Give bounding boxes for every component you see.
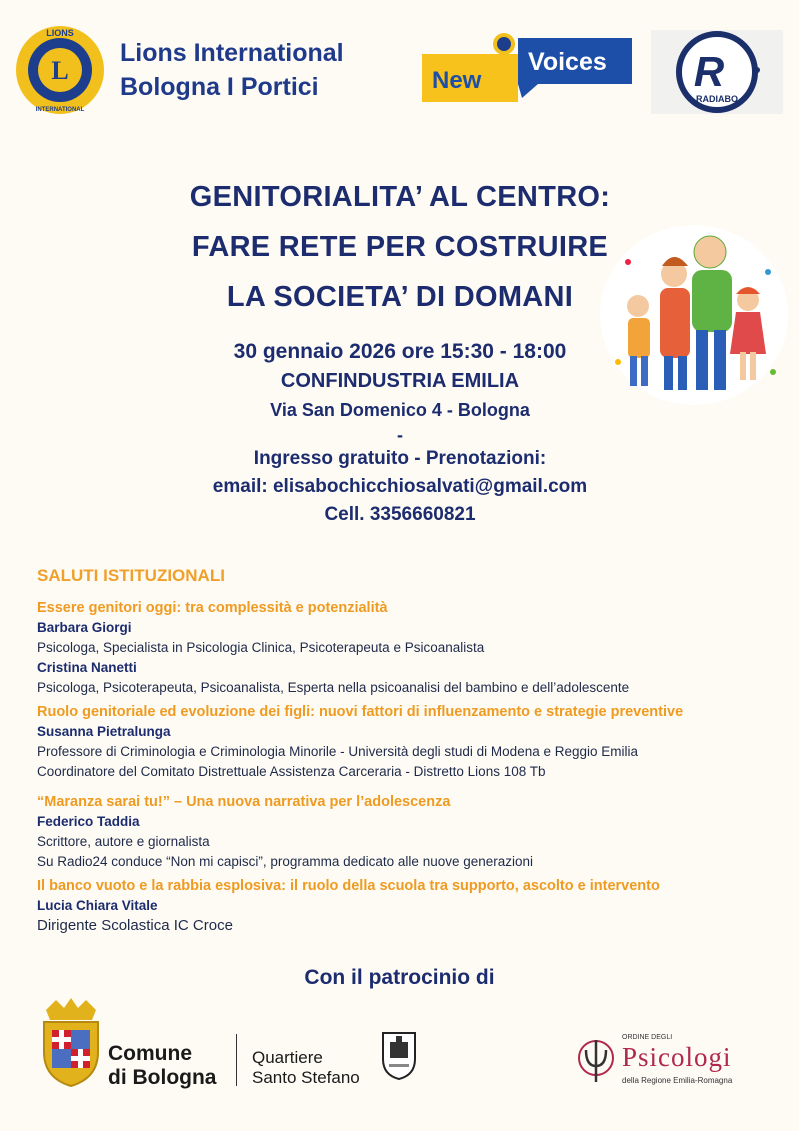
comune-bologna-crest <box>38 996 104 1090</box>
speaker-name: Federico Taddia <box>37 814 140 829</box>
quartiere-line1: Quartiere <box>252 1048 323 1067</box>
org-line2: Bologna I Portici <box>120 73 319 101</box>
talk-4 <box>37 876 787 936</box>
new-voices-new: New <box>432 67 482 94</box>
section-title: SALUTI ISTITUZIONALI <box>37 566 225 585</box>
comune-line1: Comune <box>108 1042 192 1065</box>
lions-logo-top: LIONS <box>46 28 74 38</box>
event-separator: - <box>397 425 403 445</box>
event-address: Via San Domenico 4 - Bologna <box>270 400 530 420</box>
speaker-desc: Professore di Criminologia e Criminologia Minorile - Università degli studi di Modena e Reggio Emilia <box>37 744 639 759</box>
quartiere-santo-stefano <box>252 1048 360 1088</box>
program <box>37 566 787 940</box>
event-email[interactable]: email: elisabochicchiosalvati@gmail.com <box>212 476 588 497</box>
event-details <box>150 336 650 529</box>
ordine-psicologi-logo <box>576 1032 766 1088</box>
title-line3: LA SOCIETA’ DI DOMANI <box>226 281 574 313</box>
talk-title: Il banco vuoto e la rabbia esplosiva: il ruolo della scuola tra supporto, ascolto e intervento <box>37 878 660 894</box>
psico-small: ORDINE DEGLI <box>622 1034 673 1041</box>
event-venue: CONFINDUSTRIA EMILIA <box>280 370 520 392</box>
talk-title: Essere genitori oggi: tra complessità e potenzialità <box>37 600 388 616</box>
comune-line2: di Bologna <box>108 1066 217 1089</box>
speaker-desc: Psicologa, Specialista in Psicologia Clinica, Psicoterapeuta e Psicoanalista <box>37 640 485 655</box>
lions-international-logo <box>14 24 106 116</box>
radiabo-mark <box>651 30 783 114</box>
talk-2 <box>37 702 787 782</box>
speaker-name: Susanna Pietralunga <box>37 724 171 739</box>
event-phone[interactable]: Cell. 3356660821 <box>324 504 476 525</box>
lions-logo-letter: L <box>51 56 69 85</box>
speaker-desc: Dirigente Scolastica IC Croce <box>37 917 233 934</box>
event-title <box>120 172 680 322</box>
radiabo-logo <box>651 30 783 114</box>
santo-stefano-emblem <box>380 1030 418 1082</box>
patronage-label: Con il patrocinio di <box>304 966 495 989</box>
org-line1: Lions International <box>120 39 344 67</box>
psico-big: Psicologi <box>622 1042 732 1072</box>
radiabo-name: RADIABO <box>696 94 738 104</box>
event-booking: Ingresso gratuito - Prenotazioni: <box>253 448 547 469</box>
radiabo-letter: R <box>693 48 725 95</box>
comune-bologna-name <box>108 1042 217 1090</box>
title-line1: GENITORIALITA’ AL CENTRO: <box>189 181 611 213</box>
new-voices-voices: Voices <box>528 48 607 76</box>
speaker-name: Cristina Nanetti <box>37 660 137 675</box>
speaker-desc: Psicologa, Psicoterapeuta, Psicoanalista, Esperta nella psicoanalisi del bambino e dell’adolescente <box>37 680 630 695</box>
speaker-name: Lucia Chiara Vitale <box>37 898 158 913</box>
new-voices-logo <box>422 32 634 108</box>
org-name <box>120 36 344 104</box>
talk-title: “Maranza sarai tu!” – Una nuova narrativa per l’adolescenza <box>37 794 451 810</box>
speaker-desc: Coordinatore del Comitato Distrettuale Assistenza Carceraria - Distretto Lions 108 Tb <box>37 764 546 779</box>
footer-divider <box>236 1034 237 1086</box>
title-line2: FARE RETE PER COSTRUIRE <box>191 231 609 263</box>
speaker-desc: Scrittore, autore e giornalista <box>37 834 210 849</box>
psi-icon <box>576 1032 616 1088</box>
talk-1 <box>37 598 787 698</box>
talk-3 <box>37 792 787 872</box>
speaker-name: Barbara Giorgi <box>37 620 132 635</box>
speaker-desc: Su Radio24 conduce “Non mi capisci”, programma dedicato alle nuove generazioni <box>37 854 534 869</box>
psico-region: della Regione Emilia-Romagna <box>622 1076 733 1085</box>
quartiere-line2: Santo Stefano <box>252 1068 360 1087</box>
lions-logo-bottom: INTERNATIONAL <box>35 107 85 113</box>
event-date: 30 gennaio 2026 ore 15:30 - 18:00 <box>233 340 567 363</box>
talk-title: Ruolo genitoriale ed evoluzione dei figli: nuovi fattori di influenzamento e strategie preventive <box>37 704 684 720</box>
